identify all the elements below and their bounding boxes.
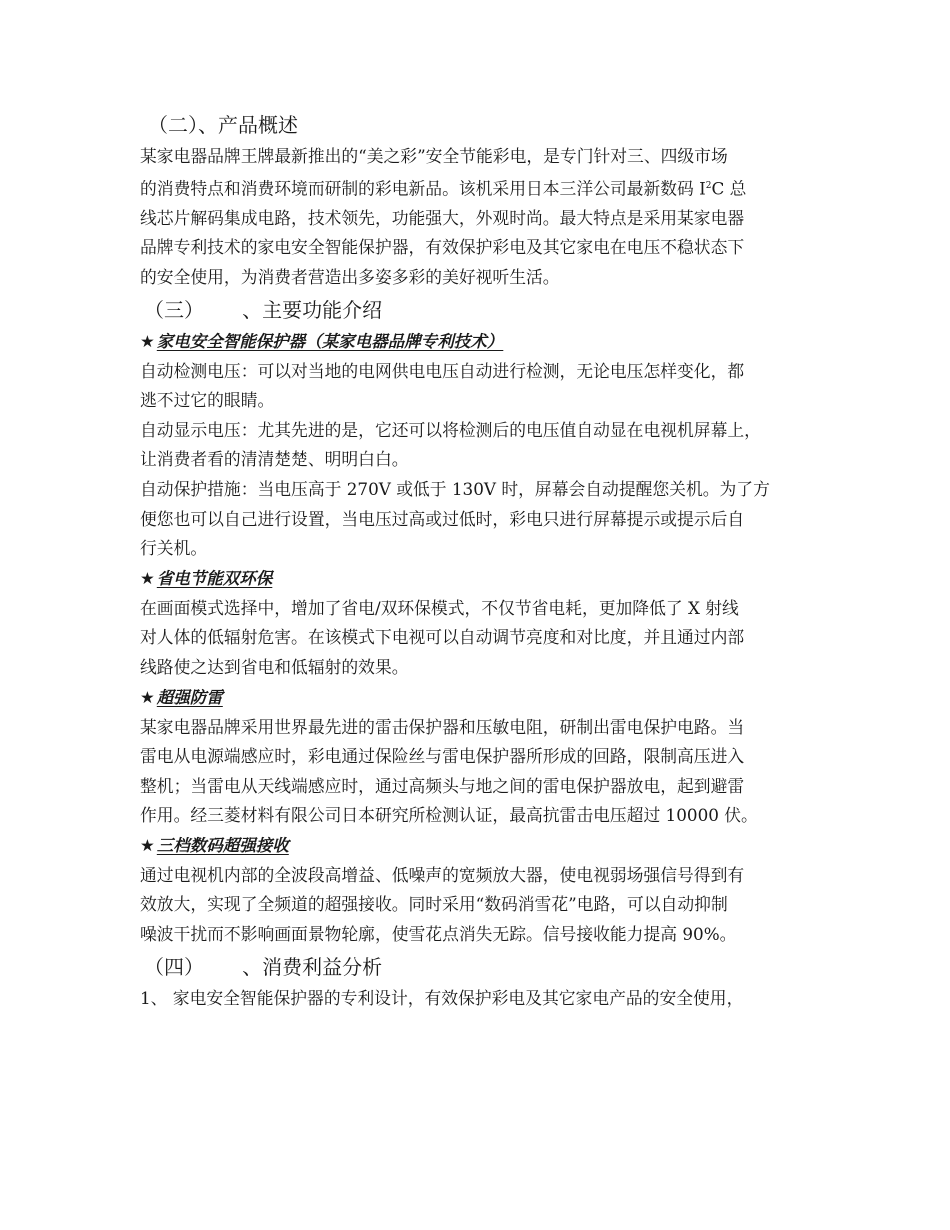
document-body bbox=[140, 108, 812, 1013]
section-heading-main-features: （三） 、主要功能介绍 bbox=[144, 297, 383, 322]
text-line: 作用。经三菱材料有限公司日本研究所检测认证，最高抗雷击电压超过 10000 伏。 bbox=[140, 805, 758, 826]
feature-title: 超强防雷 bbox=[156, 687, 223, 707]
text-line: 整机；当雷电从天线端感应时，通过高频头与地之间的雷电保护器放电，起到避雷 bbox=[140, 775, 745, 796]
feature-heading-lightning-protection bbox=[140, 683, 812, 713]
text-line: 线芯片解码集成电路，技术领先，功能强大，外观时尚。最大特点是采用某家电器 bbox=[140, 207, 745, 228]
star-icon: ★ bbox=[140, 331, 155, 351]
text-fragment: 的消费特点和消费环境而研制的彩电新品。该机采用日本三洋公司最新数码 I bbox=[140, 178, 706, 199]
section-heading-consumer-benefits: （四） 、消费利益分析 bbox=[144, 954, 383, 979]
text-line bbox=[140, 172, 812, 204]
product-overview-paragraph bbox=[140, 142, 812, 293]
superscript: 2 bbox=[705, 180, 712, 191]
feature-heading-digital-reception bbox=[140, 831, 812, 861]
text-line: 自动显示电压：尤其先进的是，它还可以将检测后的电压值自动显在电视机屏幕上， bbox=[140, 419, 761, 440]
star-icon: ★ bbox=[140, 835, 155, 855]
feature-heading-power-saving bbox=[140, 564, 812, 594]
digital-reception-paragraph bbox=[140, 861, 812, 950]
feature-title: 三档数码超强接收 bbox=[156, 835, 289, 855]
text-fragment: C 总 bbox=[711, 178, 747, 199]
star-icon: ★ bbox=[140, 687, 155, 707]
section-heading-product-overview: （二）、产品概述 bbox=[148, 113, 298, 137]
text-line: 在画面模式选择中，增加了省电/双环保模式，不仅节省电耗，更加降低了 X 射线 bbox=[140, 597, 739, 618]
consumer-benefits-paragraph bbox=[140, 984, 812, 1014]
text-line: 通过电视机内部的全波段高增益、低噪声的宽频放大器，使电视弱场强信号得到有 bbox=[140, 864, 745, 885]
text-line: 让消费者看的清清楚楚、明明白白。 bbox=[140, 449, 409, 470]
text-line: 便您也可以自己进行设置，当电压过高或过低时，彩电只进行屏幕提示或提示后自 bbox=[140, 508, 745, 529]
text-line: 某家电器品牌采用世界最先进的雷击保护器和压敏电阻，研制出雷电保护电路。当 bbox=[140, 716, 745, 737]
power-saving-paragraph bbox=[140, 594, 812, 683]
text-line: 自动检测电压：可以对当地的电网供电电压自动进行检测，无论电压怎样变化，都 bbox=[140, 360, 745, 381]
lightning-protection-paragraph bbox=[140, 713, 812, 831]
text-line: 品牌专利技术的家电安全智能保护器，有效保护彩电及其它家电在电压不稳状态下 bbox=[140, 237, 745, 258]
text-line: 对人体的低辐射危害。在该模式下电视可以自动调节亮度和对比度，并且通过内部 bbox=[140, 627, 745, 648]
smart-protector-paragraph bbox=[140, 357, 812, 564]
text-line: 逃不过它的眼睛。 bbox=[140, 390, 275, 411]
star-icon: ★ bbox=[140, 568, 155, 588]
feature-title: 省电节能双环保 bbox=[156, 568, 273, 588]
text-line: 线路使之达到省电和低辐射的效果。 bbox=[140, 656, 409, 677]
feature-heading-smart-protector bbox=[140, 327, 812, 357]
text-line: 1、 家电安全智能保护器的专利设计，有效保护彩电及其它家电产品的安全使用， bbox=[140, 987, 744, 1008]
text-line: 噪波干扰而不影响画面景物轮廓，使雪花点消失无踪。信号接收能力提高 90%。 bbox=[140, 924, 737, 945]
text-line: 某家电器品牌王牌最新推出的“美之彩”安全节能彩电，是专门针对三、四级市场 bbox=[140, 146, 728, 166]
text-line: 自动保护措施：当电压高于 270V 或低于 130V 时，屏幕会自动提醒您关机。为了方 bbox=[140, 478, 770, 499]
text-line: 雷电从电源端感应时，彩电通过保险丝与雷电保护器所形成的回路，限制高压进入 bbox=[140, 746, 745, 767]
feature-title: 家电安全智能保护器（某家电器品牌专利技术） bbox=[156, 331, 504, 351]
text-line: 的安全使用，为消费者营造出多姿多彩的美好视听生活。 bbox=[140, 266, 560, 287]
text-line: 行关机。 bbox=[140, 538, 208, 559]
text-line: 效放大，实现了全频道的超强接收。同时采用“数码消雪花”电路，可以自动抑制 bbox=[140, 894, 728, 915]
